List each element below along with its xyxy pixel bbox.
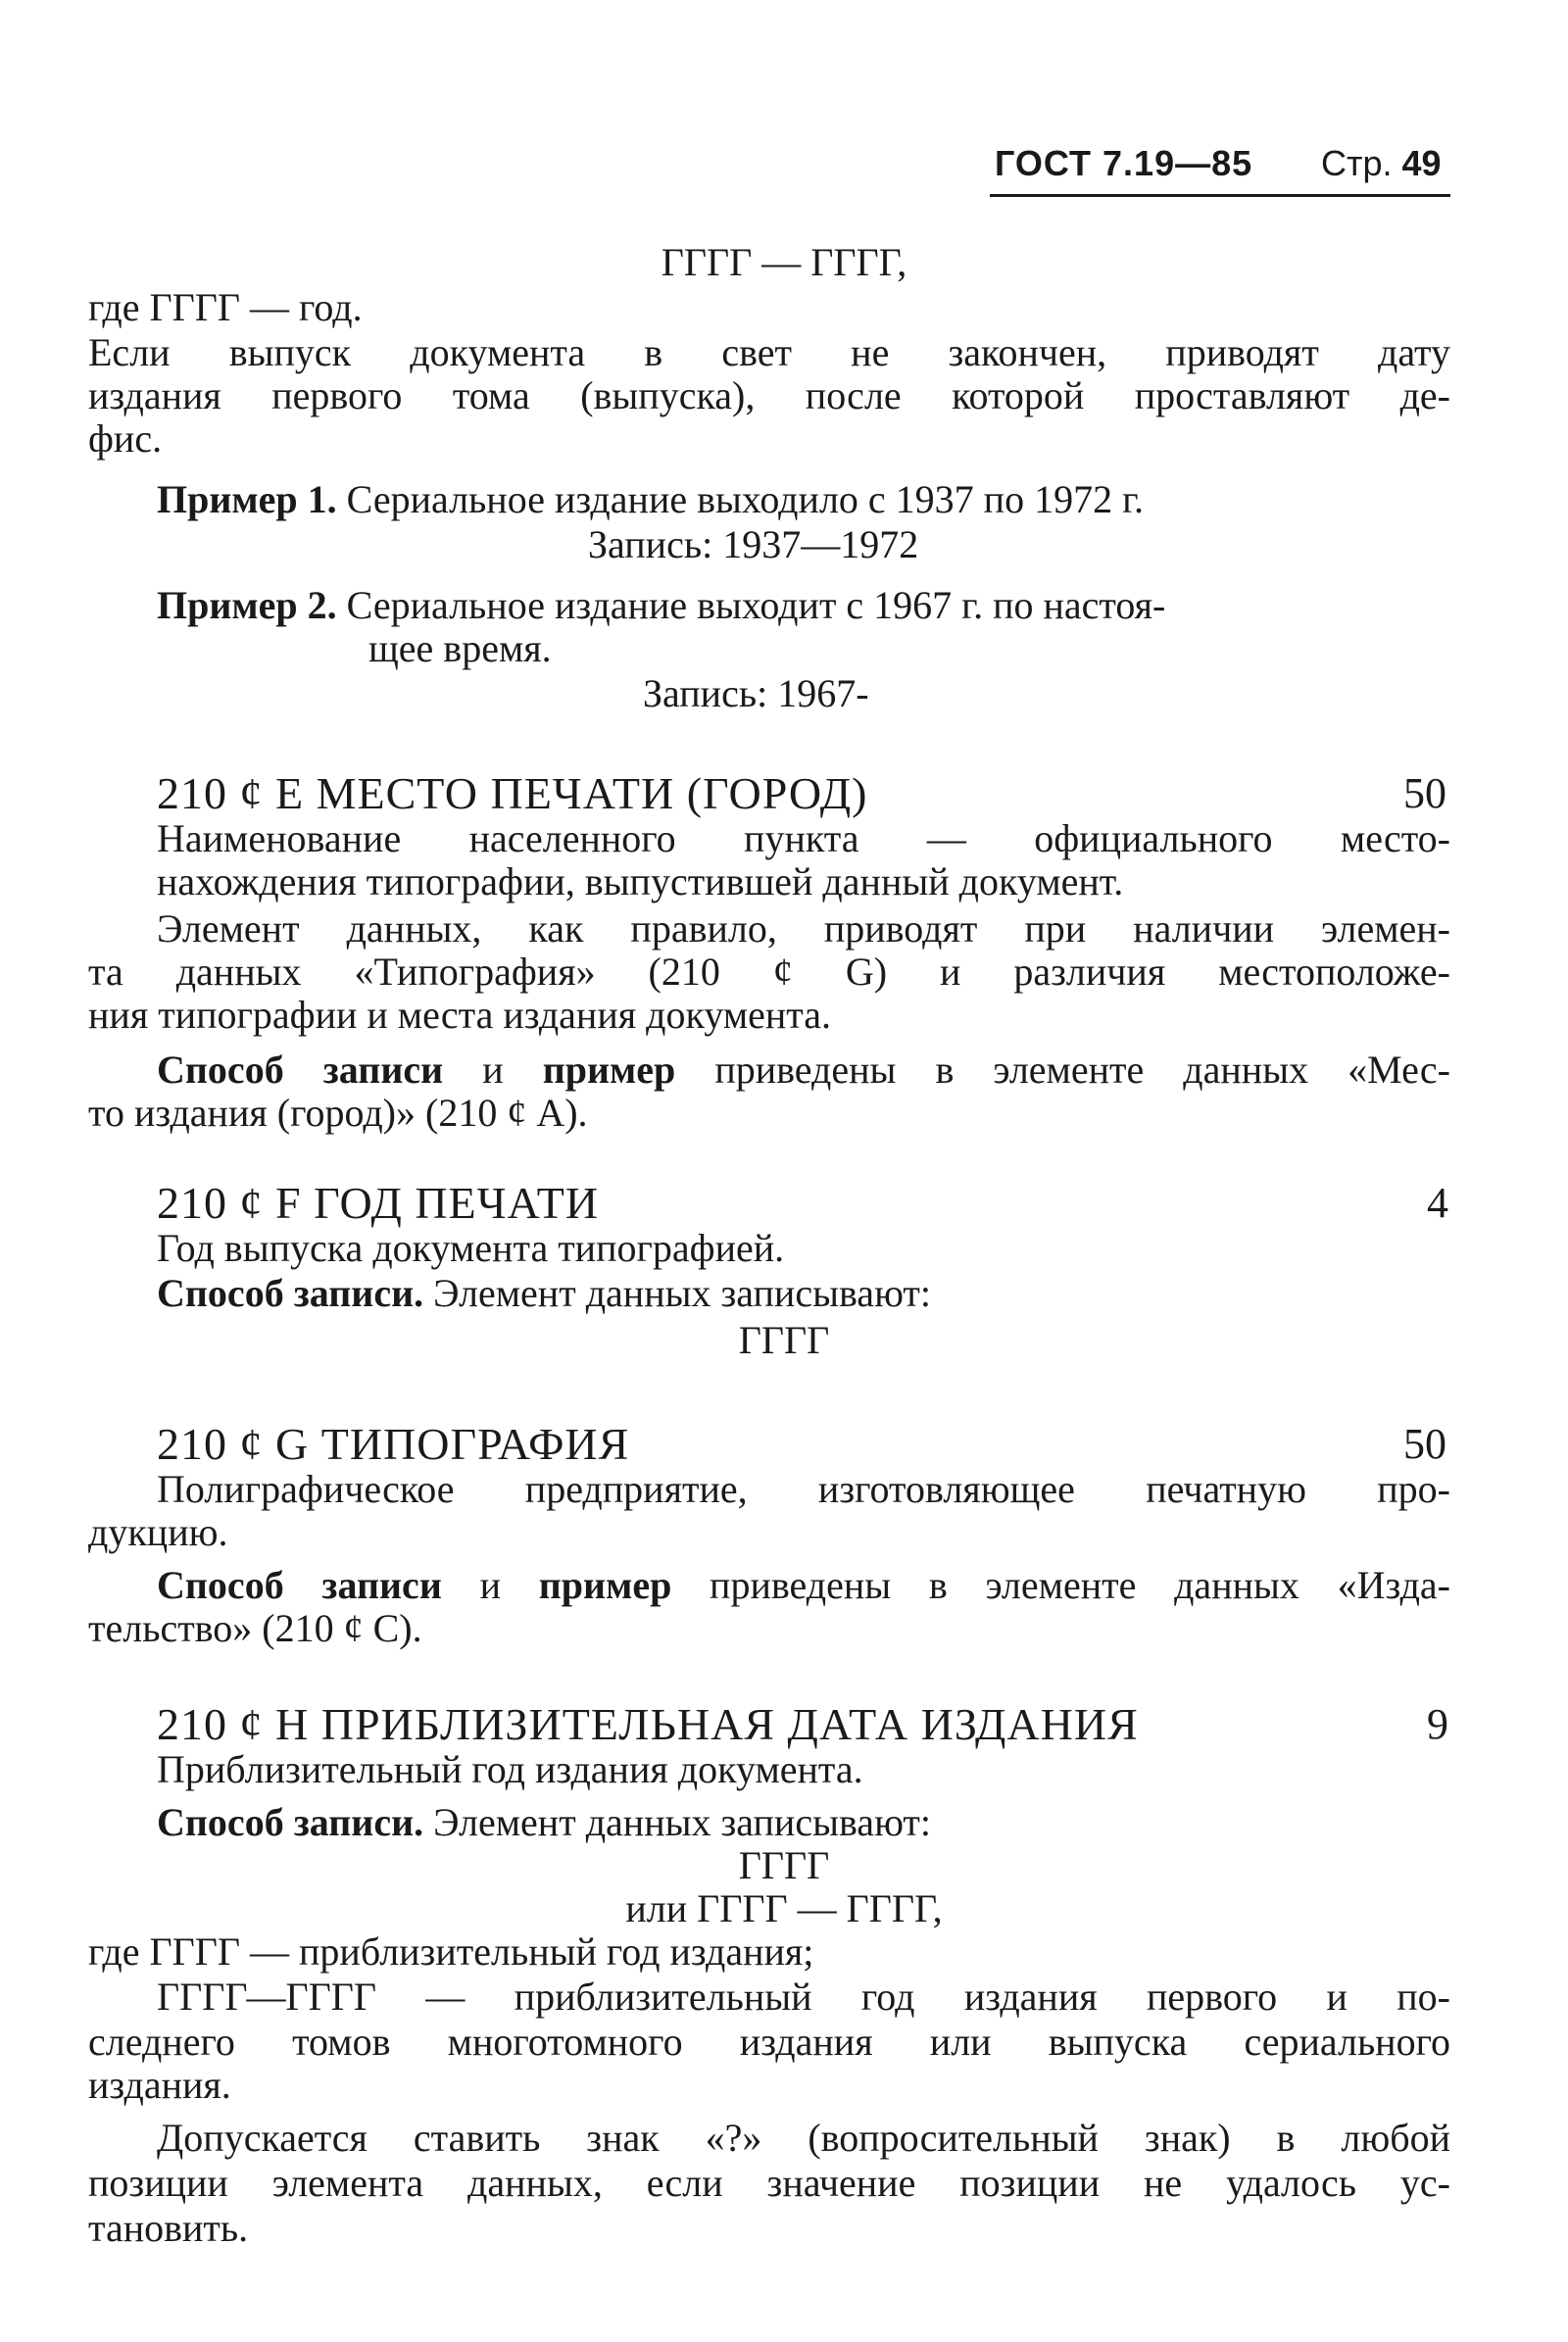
paragraph-line: ГГГГ—ГГГГ — приблизительный год издания первого и по- [157, 1975, 1450, 2019]
paragraph-line: то издания (город)» (210 ¢ A). [88, 1091, 588, 1135]
method-line: Способ записи и пример приведены в элементе данных «Изда- [157, 1563, 1450, 1607]
paragraph-line: Полиграфическое предприятие, изготовляющее печатную про- [157, 1467, 1450, 1511]
formula-legend: где ГГГГ — приблизительный год издания; [88, 1929, 814, 1974]
paragraph-line: издания. [88, 2063, 231, 2107]
page-header [990, 143, 1450, 197]
paragraph-line: Допускается ставить знак «?» (вопросительный знак) в любой [157, 2116, 1450, 2160]
format-formula: ГГГГ [738, 1318, 830, 1362]
example-label: Пример 2. [157, 583, 337, 627]
example-record: Запись: 1937—1972 [588, 522, 919, 566]
paragraph-line: Элемент данных, как правило, приводят при наличии элемен- [157, 906, 1450, 951]
paragraph-line: ния типографии и места издания документа. [88, 993, 832, 1037]
section-heading: 210 ¢ G ТИПОГРАФИЯ [157, 1419, 630, 1469]
example-2: Пример 2. Сериальное издание выходит с 1967 г. по настоя- [157, 583, 1166, 627]
paragraph-line: следнего томов многотомного издания или выпуска сериального [88, 2020, 1450, 2064]
paragraph-line: дукцию. [88, 1510, 228, 1554]
paragraph-line: Если выпуск документа в свет не закончен, приводят дату [88, 330, 1450, 374]
page-number: 49 [1401, 143, 1442, 183]
year-range-formula: ГГГГ — ГГГГ, [661, 240, 907, 284]
example-1: Пример 1. Сериальное издание выходило с 1937 по 1972 г. [157, 477, 1144, 521]
example-label: Пример 1. [157, 477, 337, 521]
paragraph-line: нахождения типографии, выпустившей данный документ. [157, 859, 1124, 903]
example-line: щее время. [368, 626, 552, 670]
paragraph-line: тановить. [88, 2206, 249, 2250]
page-indicator: Стр. 49 [1321, 143, 1442, 183]
field-length: 4 [1427, 1179, 1448, 1227]
section-heading: 210 ¢ H ПРИБЛИЗИТЕЛЬНАЯ ДАТА ИЗДАНИЯ [157, 1699, 1139, 1749]
standard-code: ГОСТ 7.19—85 [995, 143, 1253, 183]
format-formula: или ГГГГ — ГГГГ, [625, 1886, 943, 1930]
field-length: 50 [1403, 1420, 1446, 1468]
method-line: Способ записи. Элемент данных записывают: [157, 1271, 932, 1315]
method-line: Способ записи. Элемент данных записывают: [157, 1800, 932, 1844]
paragraph-line: Наименование населенного пункта — официального место- [157, 816, 1450, 860]
paragraph-line: Год выпуска документа типографией. [157, 1226, 785, 1270]
format-formula: ГГГГ [738, 1843, 830, 1887]
paragraph-line: Приблизительный год издания документа. [157, 1747, 863, 1791]
paragraph-line: та данных «Типография» (210 ¢ G) и различия местоположе- [88, 950, 1450, 994]
method-line: Способ записи и пример приведены в элементе данных «Мес- [157, 1048, 1450, 1092]
paragraph-line: издания первого тома (выпуска), после которой проставляют де- [88, 373, 1450, 417]
paragraph-line: позиции элемента данных, если значение позиции не удалось ус- [88, 2161, 1450, 2205]
paragraph-line: тельство» (210 ¢ C). [88, 1606, 422, 1650]
formula-legend: где ГГГГ — год. [88, 285, 363, 329]
field-length: 9 [1427, 1700, 1448, 1748]
section-heading: 210 ¢ E МЕСТО ПЕЧАТИ (ГОРОД) [157, 768, 868, 818]
field-length: 50 [1403, 769, 1446, 817]
example-record: Запись: 1967- [643, 671, 869, 715]
section-heading: 210 ¢ F ГОД ПЕЧАТИ [157, 1178, 600, 1228]
paragraph-line: фис. [88, 416, 163, 461]
